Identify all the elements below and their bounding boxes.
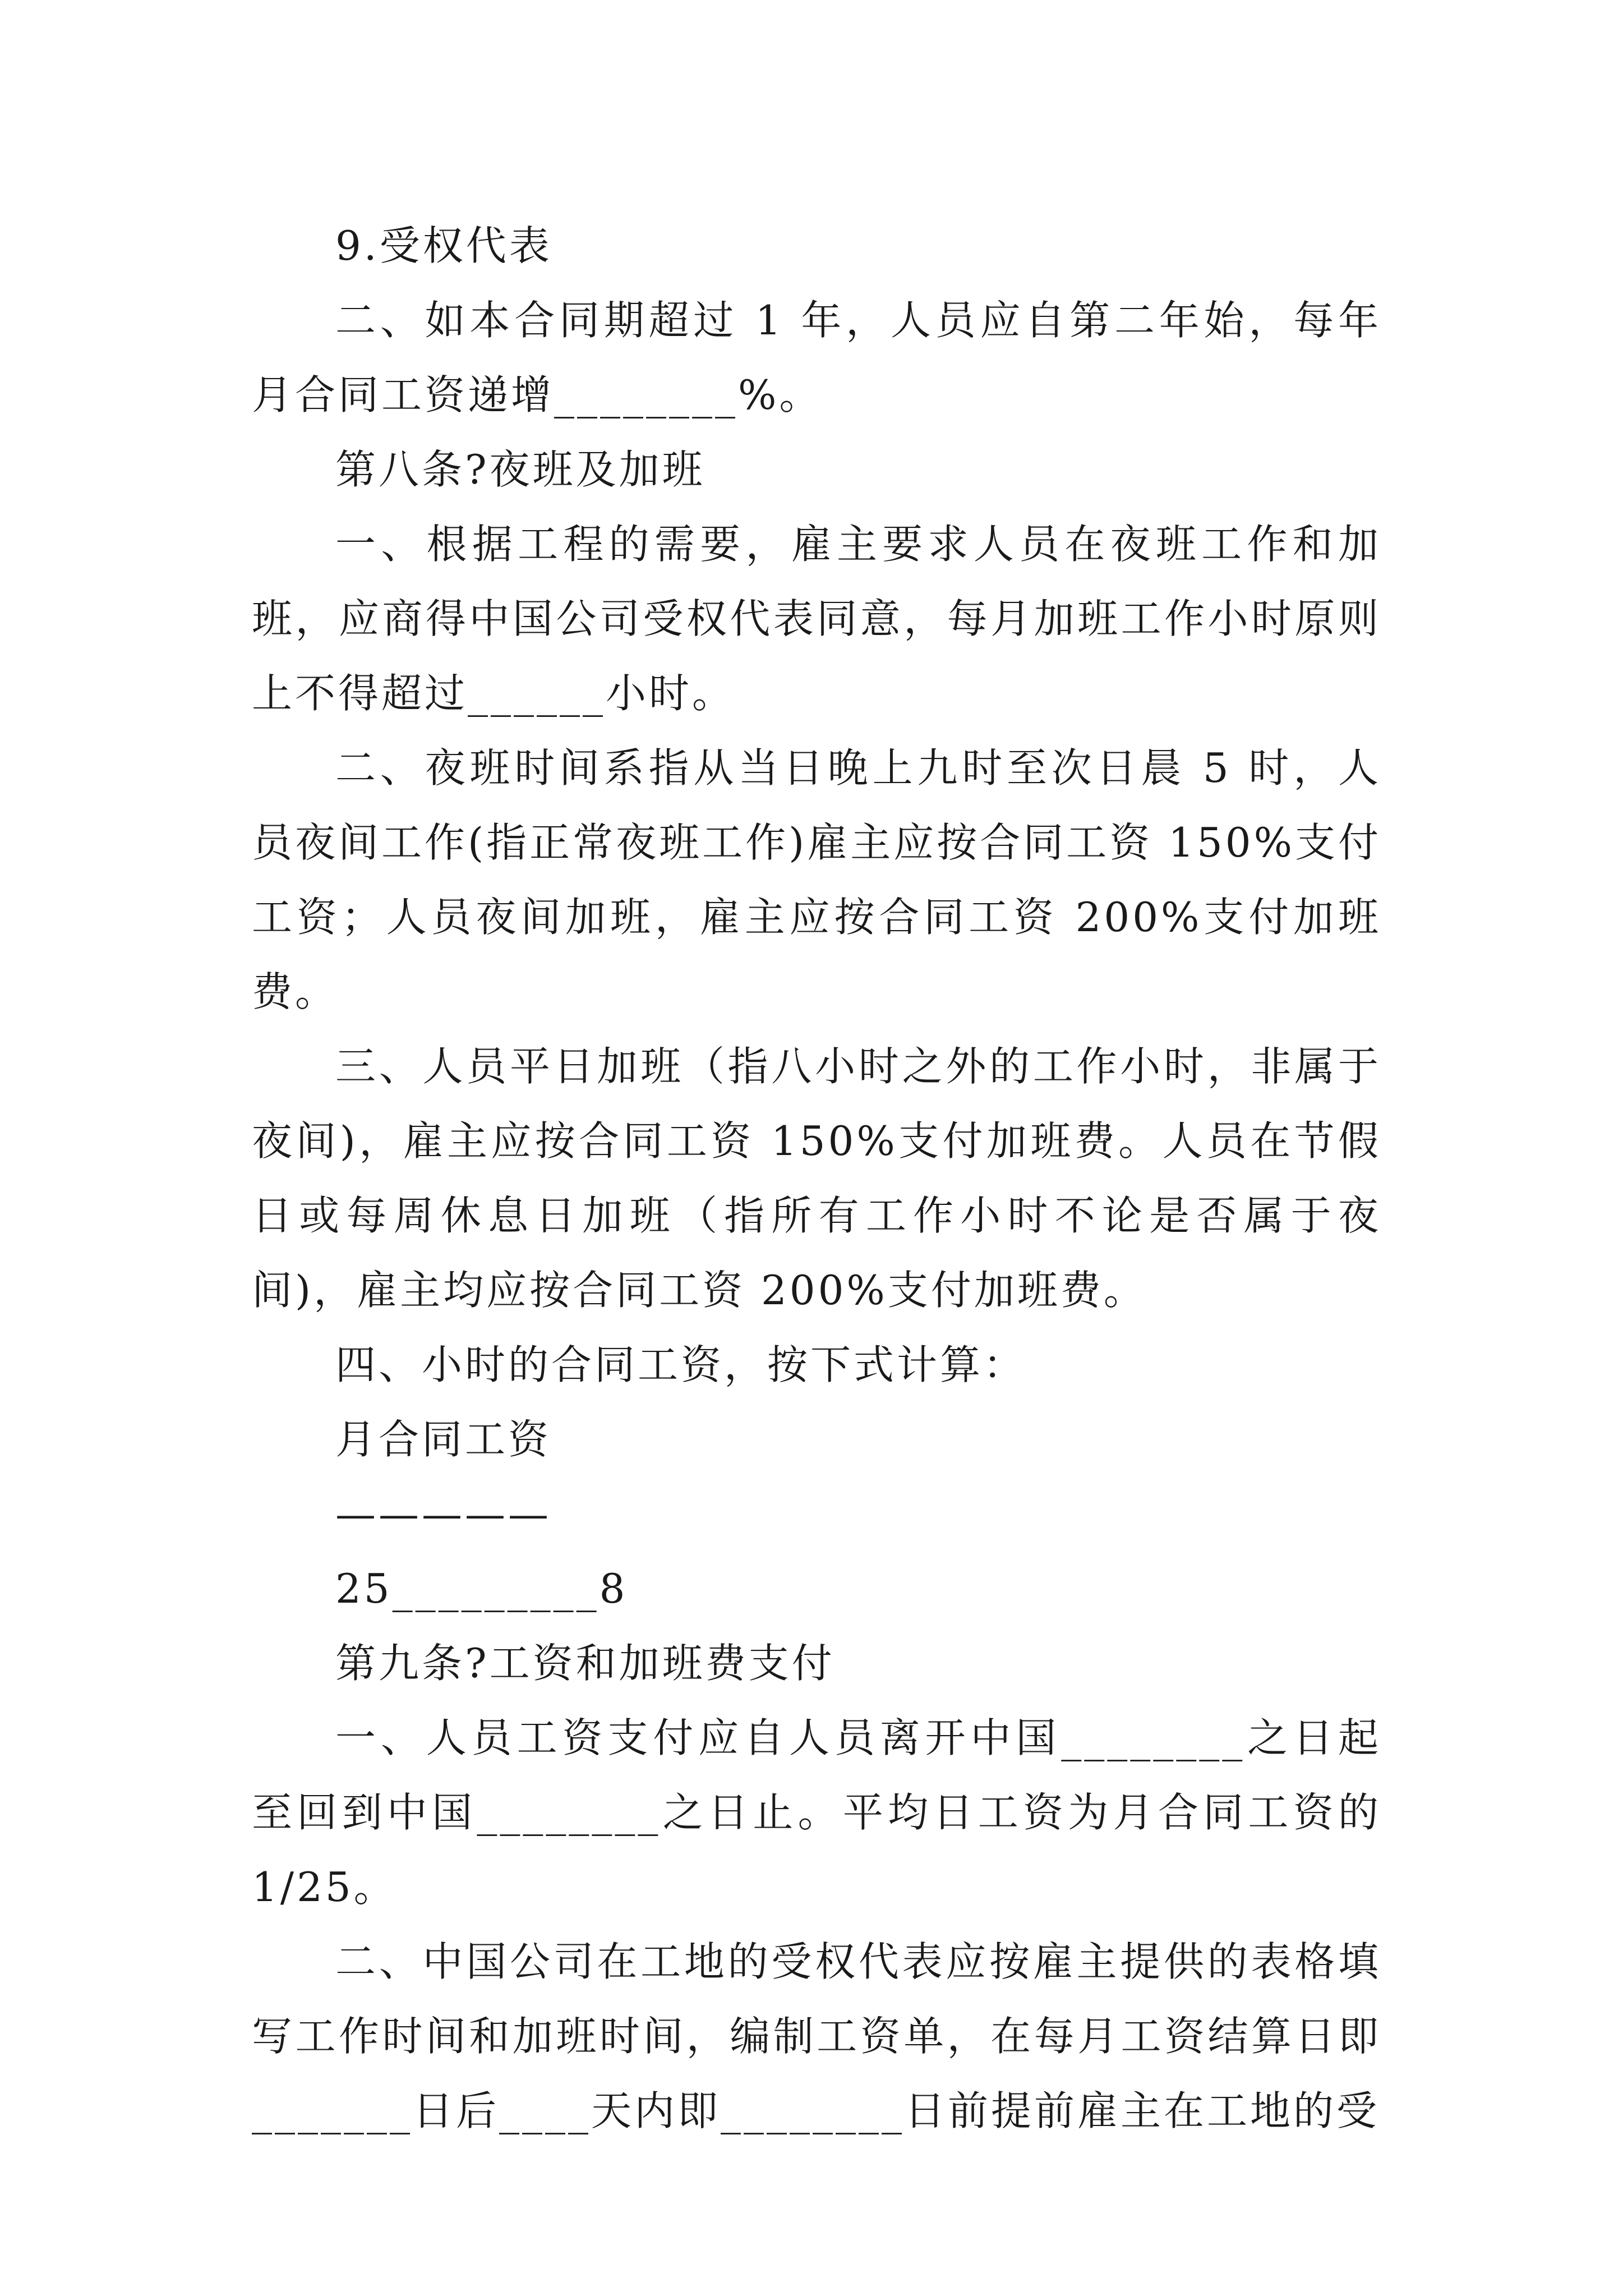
paragraph-wage-increase: 二、如本合同期超过 1 年，人员应自第二年始，每年月合同工资递增________%。 [252,297,1381,418]
article-9-heading: 第九条?工资和加班费支付 [335,1640,835,1687]
paragraph-wage-payment-period: 一、人员工资支付应自人员离开中国________之日起至回到中国________之日止。平均日工资为月合同工资的1/25。 [252,1714,1381,1911]
contract-body [252,209,1381,2148]
paragraph-night-shift: 二、夜班时间系指从当日晚上九时至次日晨 5 时，人员夜间工作(指正常夜班工作)雇主应按合同工资 150%支付工资；人员夜间加班，雇主应按合同工资 200%支付加班费。 [252,744,1381,1015]
article-8-heading: 第八条?夜班及加班 [335,446,706,493]
formula-denominator: 25_________8 [335,1565,628,1612]
formula-numerator: 月合同工资 [335,1416,552,1463]
paragraph-weekday-overtime: 三、人员平日加班（指八小时之外的工作小时，非属于夜间)，雇主应按合同工资 150%支付加班费。人员在节假日或每周休息日加班（指所有工作小时不论是否属于夜间)，雇主均应按合同工资 200%支付加班费。 [252,1043,1381,1314]
formula-fraction-line: ————— [335,1490,551,1538]
paragraph-payroll-preparation: 二、中国公司在工地的受权代表应按雇主提供的表格填写工作时间和加班时间，编制工资单，在每月工资结算日即_______日后____天内即________日前提前雇主在工地的受 [252,1938,1381,2134]
paragraph-hourly-wage: 四、小时的合同工资，按下式计算： [335,1341,1027,1388]
paragraph-overtime-limit: 一、根据工程的需要，雇主要求人员在夜班工作和加班，应商得中国公司受权代表同意，每月加班工作小时原则上不得超过______小时。 [252,521,1381,717]
paragraph-authorized-representative: 9.受权代表 [335,222,552,269]
